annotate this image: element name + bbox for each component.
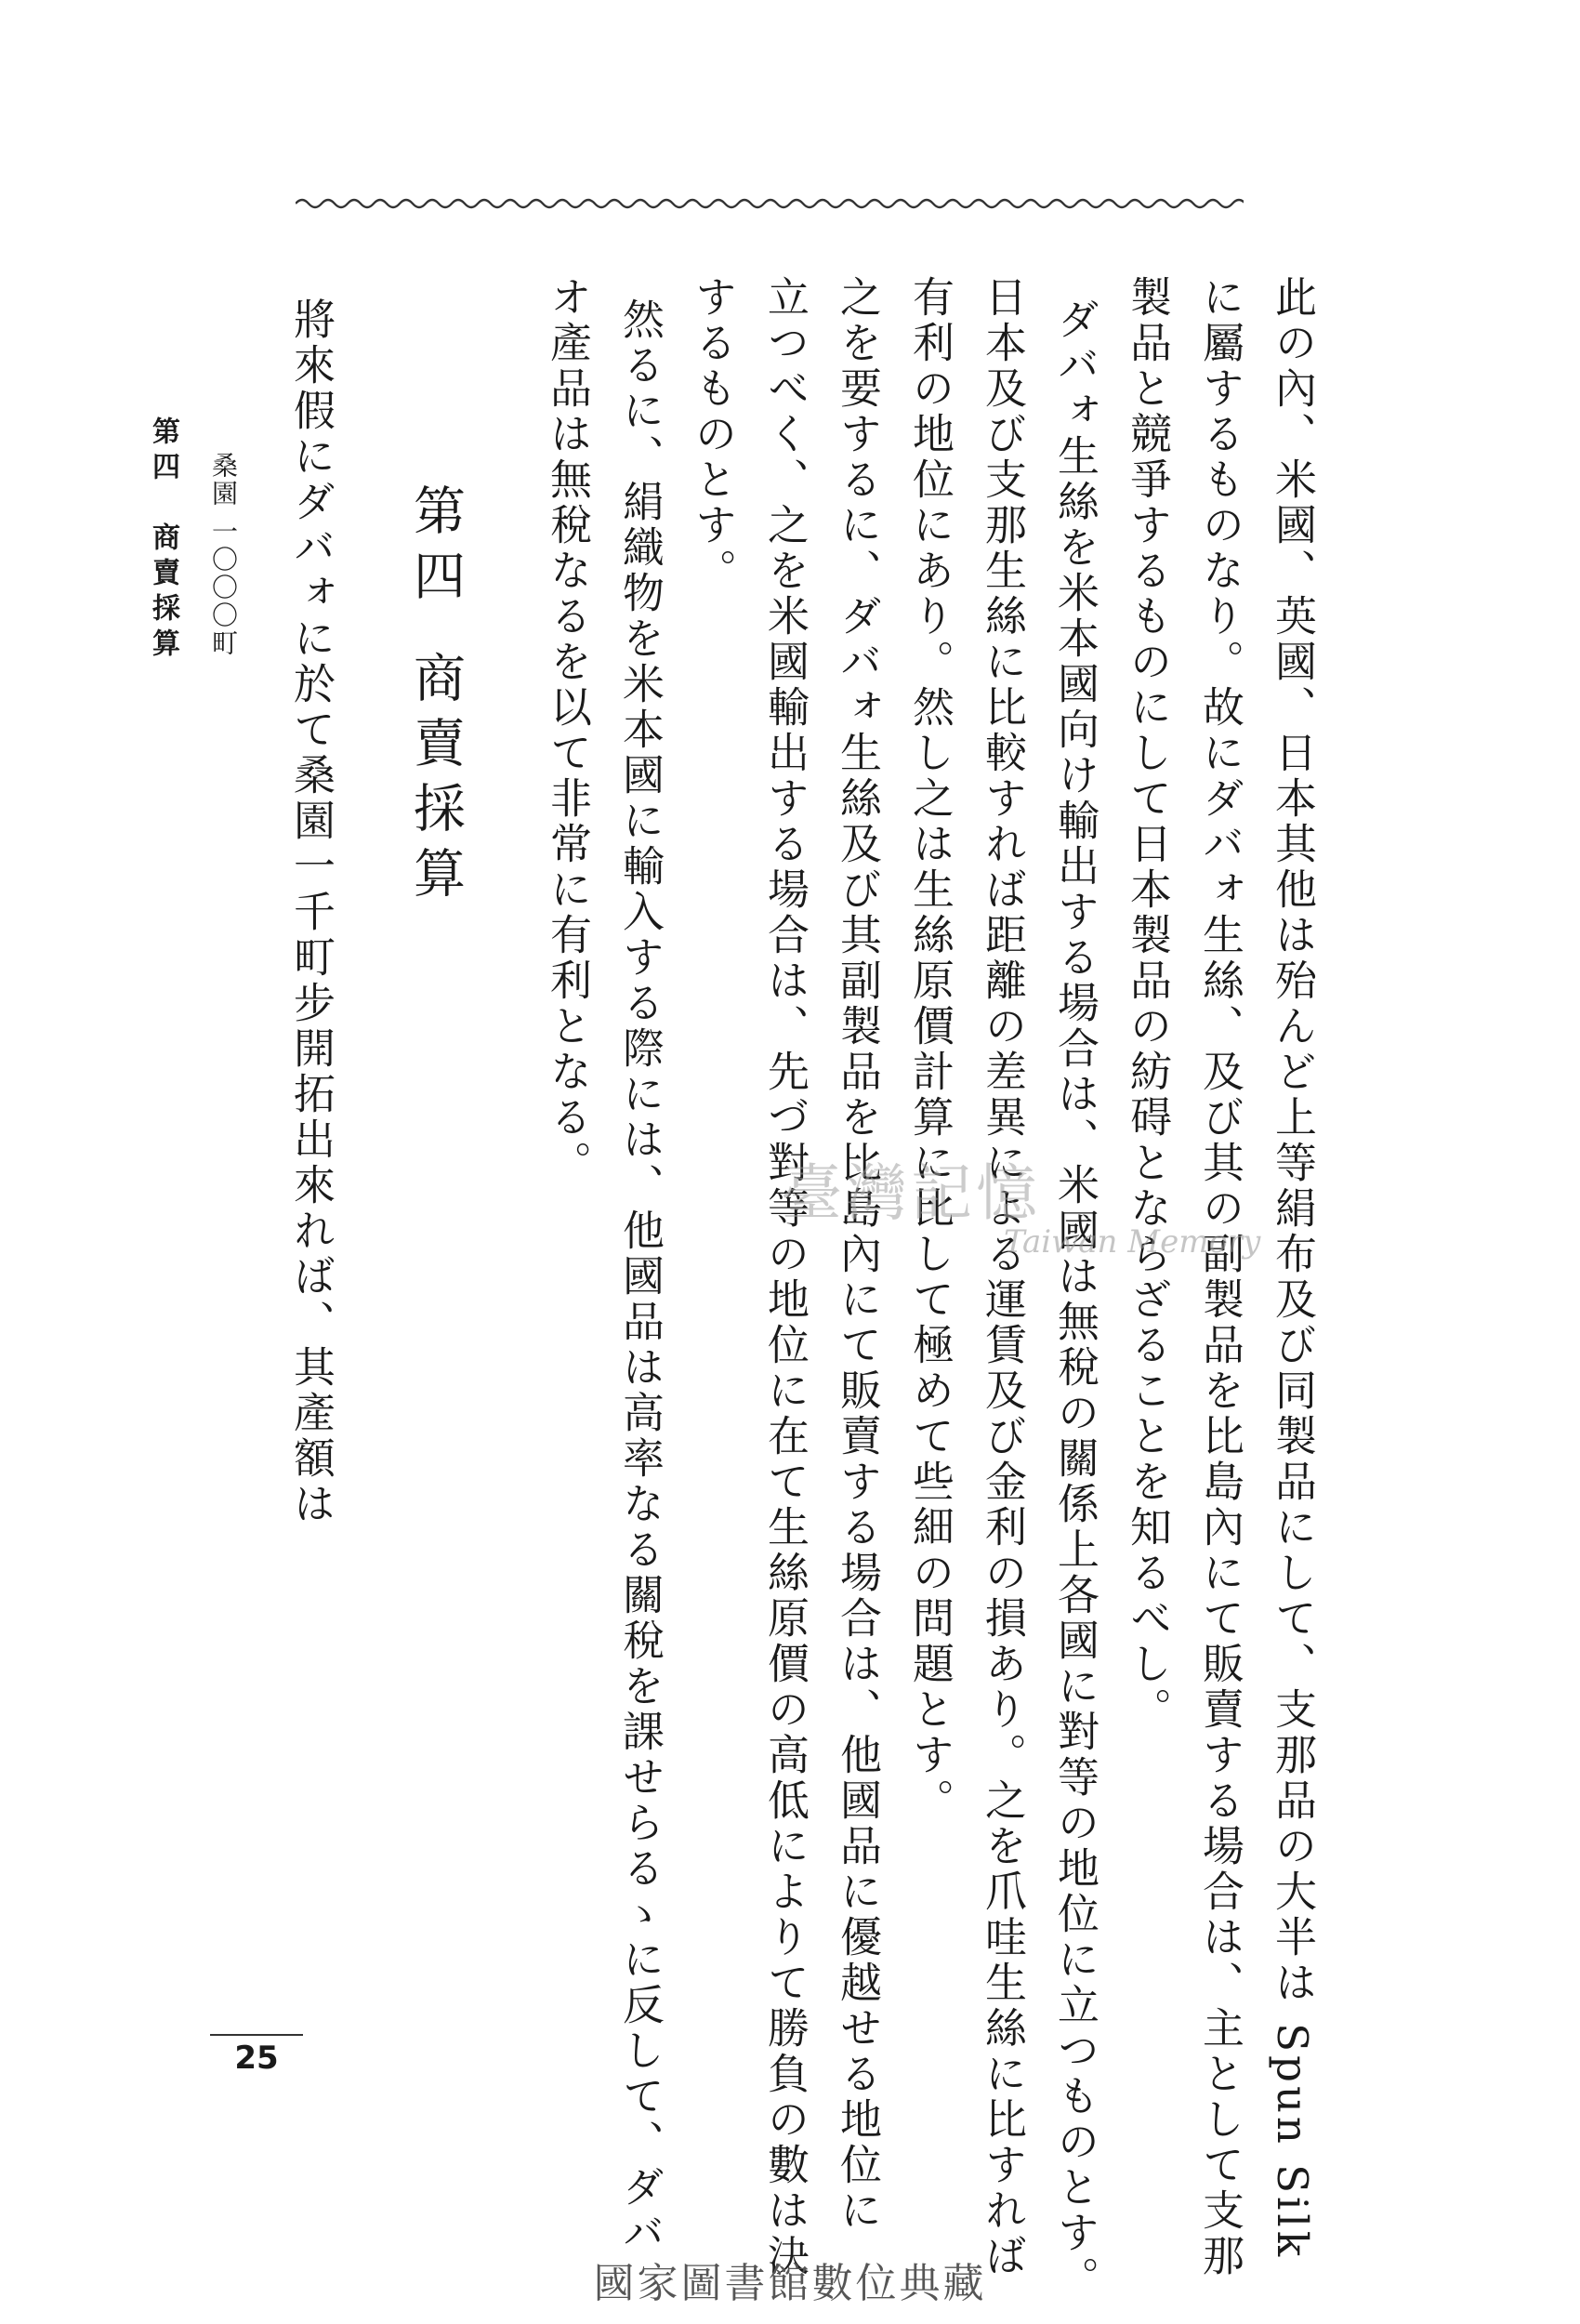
section-body-line: 將來假にダバォに於て桑園一千町步開拓出來れば、其產額は (286, 297, 336, 1527)
section-heading (405, 483, 466, 911)
body-text-line: 之を要するに、ダバォ生絲及び其副製品を比島內にて販賣する場合は、他國品に優越せる地位に (833, 275, 882, 2234)
decorative-wavy-rule (296, 191, 1244, 216)
body-text-line: 製品と競爭するものにして日本製品の紡碍とならざることを知るべし。 (1123, 275, 1172, 1733)
watermark-subtitle: Taiwan Memory (1004, 1223, 1261, 1261)
body-text-line: オ產品は無稅なるを以て非常に有利となる。 (543, 275, 592, 1186)
body-text-line: するものとす。 (688, 275, 737, 594)
body-text-line: 此の內、米國、英國、日本其他は殆んど上等絹布及び同製品にして、支那品の大半は Spun Silk (1268, 275, 1317, 2261)
page-number: 25 (234, 2040, 279, 2077)
section-heading-title: 商賣採算 (405, 651, 466, 911)
body-text-line: 立つべく、之を米國輸出する場合は、先づ對等の地位に在て生絲原價の高低によりて勝負の數は決 (760, 275, 810, 2279)
body-text-line: 有利の地位にあり。然し之は生絲原價計算に比して極めて些細の問題とす。 (905, 275, 955, 1824)
margin-note: 桑園 一〇〇〇町 (208, 452, 239, 657)
body-text-line: に屬するものなり。故にダバォ生絲、及び其の副製品を比島內にて販賣する場合は、主として支那 (1195, 275, 1244, 2279)
body-text-line: 日本及び支那生絲に比較すれば距離の差異による運賃及び金利の損あり。之を爪哇生絲に比すれば (978, 275, 1027, 2279)
running-section-label: 第四 商賣採算 (147, 416, 179, 664)
page-number-rule (210, 2034, 303, 2036)
watermark: 臺灣記憶 (781, 1157, 1041, 1229)
section-heading-number: 第四 (405, 483, 466, 614)
footer-credit: 國家圖書館數位典藏 (593, 2260, 987, 2307)
body-text-line: 然るに、絹織物を米本國に輸入する際には、他國品は高率なる關稅を課せらるゝに反して、ダバ (615, 297, 665, 2256)
body-text-line: ダバォ生絲を米本國向け輸出する場合は、米國は無稅の關係上各國に對等の地位に立つものとす。 (1050, 297, 1099, 2302)
